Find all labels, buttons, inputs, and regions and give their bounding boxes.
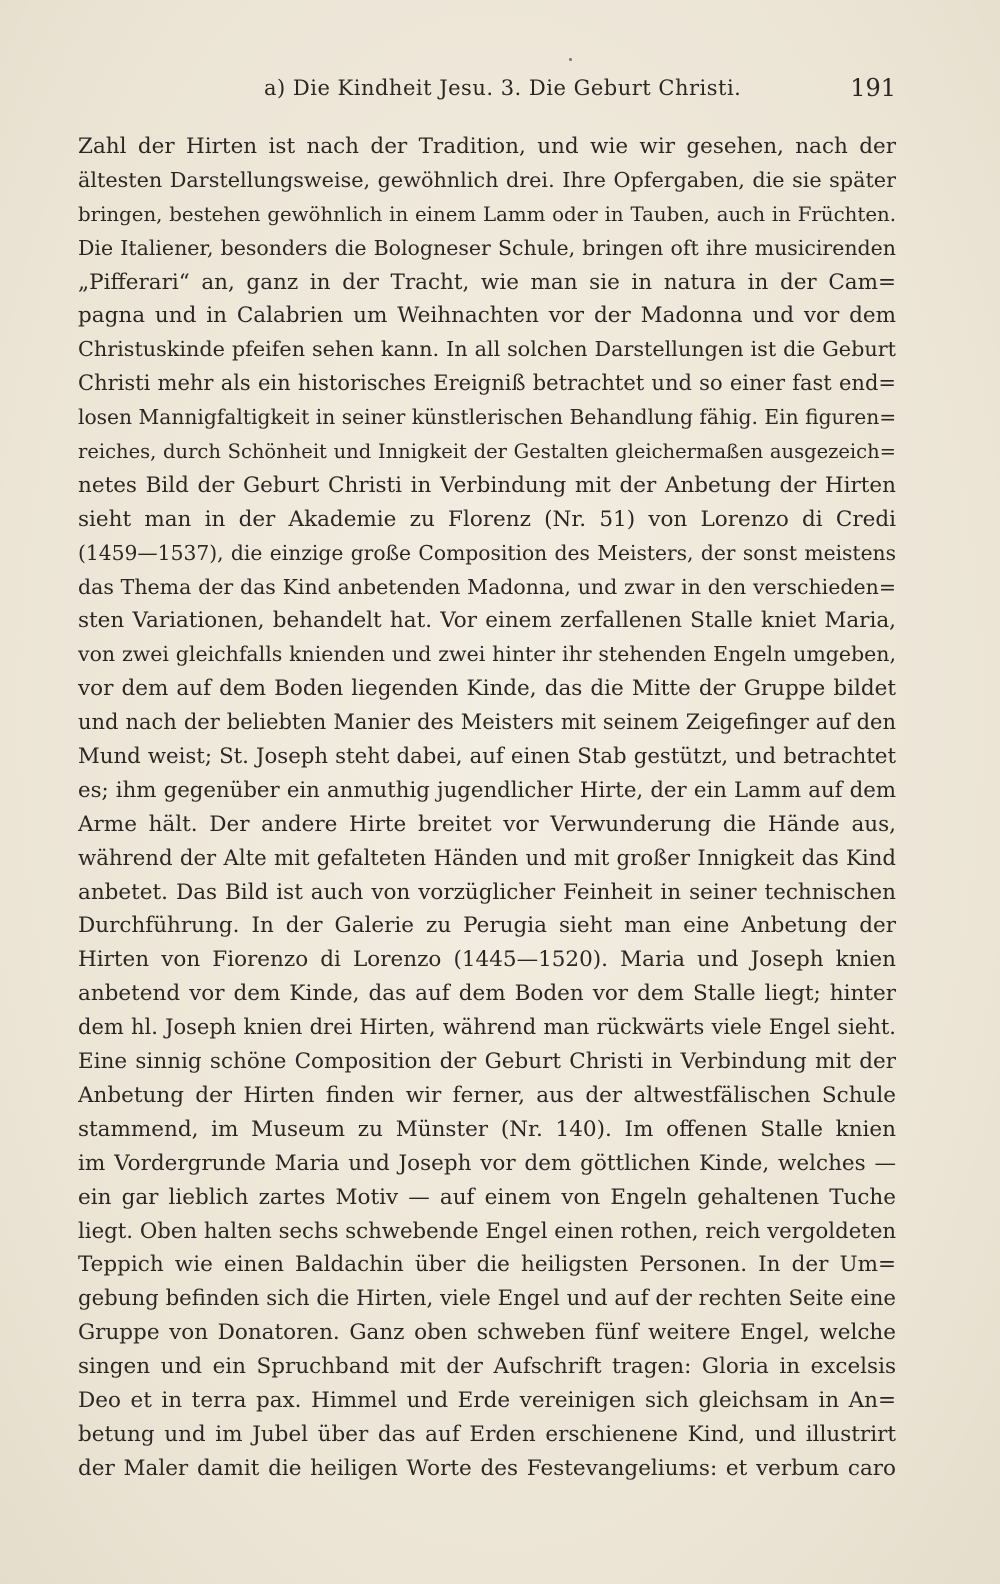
text-line: Eine sinnig schöne Composition der Geburt Christi in Verbindung mit der: [78, 1049, 896, 1075]
speck-mark: [569, 58, 572, 61]
text-line: das Thema der das Kind anbetenden Madonna, und zwar in den verschieden=: [78, 574, 896, 599]
text-line: bringen, bestehen gewöhnlich in einem Lamm oder in Tauben, auch in Früchten.: [78, 202, 896, 226]
page-number: 191: [850, 74, 896, 102]
text-line: Gruppe von Donatoren. Ganz oben schweben fünf weitere Engel, welche: [78, 1320, 896, 1346]
text-line: ein gar lieblich zartes Motiv — auf einem von Engeln gehaltenen Tuche: [78, 1184, 896, 1210]
text-line: betung und im Jubel über das auf Erden erschienene Kind, und illustrirt: [78, 1421, 896, 1447]
text-line: Anbetung der Hirten finden wir ferner, aus der altwestfälischen Schule: [78, 1082, 896, 1108]
text-line: anbetend vor dem Kinde, das auf dem Boden vor dem Stalle liegt; hinter: [78, 981, 896, 1007]
text-line: Christi mehr als ein historisches Ereigniß betrachtet und so einer fast end=: [78, 371, 896, 396]
text-line: vor dem auf dem Boden liegenden Kinde, das die Mitte der Gruppe bildet: [78, 676, 896, 702]
running-head: [78, 72, 896, 106]
text-line: Durchführung. In der Galerie zu Perugia sieht man eine Anbetung der: [78, 913, 896, 939]
text-line: Christuskinde pfeifen sehen kann. In all solchen Darstellungen ist die Geburt: [78, 337, 896, 362]
text-line: liegt. Oben halten sechs schwebende Engel einen rothen, reich vergoldeten: [78, 1218, 896, 1244]
running-title: a) Die Kindheit Jesu. 3. Die Geburt Christi.: [264, 76, 742, 100]
body-text: [78, 130, 896, 1486]
text-line: anbetet. Das Bild ist auch von vorzüglicher Feinheit in seiner technischen: [78, 879, 896, 905]
text-line: reiches, durch Schönheit und Innigkeit der Gestalten gleichermaßen ausgezeich=: [78, 440, 896, 464]
text-line: singen und ein Spruchband mit der Aufschrift tragen: Gloria in excelsis: [78, 1354, 896, 1380]
text-line: sten Variationen, behandelt hat. Vor einem zerfallenen Stalle kniet Maria,: [78, 608, 896, 634]
text-line: Arme hält. Der andere Hirte breitet vor Verwunderung die Hände aus,: [78, 811, 896, 837]
text-line: dem hl. Joseph knien drei Hirten, während man rückwärts viele Engel sieht.: [78, 1015, 896, 1040]
text-line: der Maler damit die heiligen Worte des Festevangeliums: et verbum caro: [78, 1455, 896, 1481]
text-line: losen Mannigfaltigkeit in seiner künstlerischen Behandlung fähig. Ein figuren=: [78, 405, 896, 430]
text-line: es; ihm gegenüber ein anmuthig jugendlicher Hirte, der ein Lamm auf dem: [78, 777, 896, 803]
text-line: von zwei gleichfalls knienden und zwei hinter ihr stehenden Engeln umgeben,: [78, 642, 896, 667]
text-line: Deo et in terra pax. Himmel und Erde vereinigen sich gleichsam in An=: [78, 1387, 896, 1413]
text-line: sieht man in der Akademie zu Florenz (Nr. 51) von Lorenzo di Credi: [78, 506, 896, 532]
text-line: Die Italiener, besonders die Bologneser Schule, bringen oft ihre musicirenden: [78, 235, 896, 260]
text-line: Mund weist; St. Joseph steht dabei, auf einen Stab gestützt, und betrachtet: [78, 744, 896, 770]
text-line: Hirten von Fiorenzo di Lorenzo (1445—1520). Maria und Joseph knien: [78, 947, 896, 973]
text-line: (1459—1537), die einzige große Composition des Meisters, der sonst meistens: [78, 540, 896, 565]
text-line: während der Alte mit gefalteten Händen und mit großer Innigkeit das Kind: [78, 845, 896, 871]
text-line: ältesten Darstellungsweise, gewöhnlich drei. Ihre Opfergaben, die sie später: [78, 167, 896, 192]
text-line: stammend, im Museum zu Münster (Nr. 140). Im offenen Stalle knien: [78, 1116, 896, 1142]
text-line: netes Bild der Geburt Christi in Verbindung mit der Anbetung der Hirten: [78, 472, 896, 498]
text-line: Teppich wie einen Baldachin über die heiligsten Personen. In der Um=: [78, 1252, 896, 1278]
text-line: pagna und in Calabrien um Weihnachten vor der Madonna und vor dem: [78, 303, 896, 329]
text-line: und nach der beliebten Manier des Meisters mit seinem Zeigefinger auf den: [78, 710, 896, 735]
text-line: im Vordergrunde Maria und Joseph vor dem göttlichen Kinde, welches —: [78, 1150, 896, 1176]
text-line: Zahl der Hirten ist nach der Tradition, und wie wir gesehen, nach der: [78, 134, 896, 159]
text-line: gebung befinden sich die Hirten, viele Engel und auf der rechten Seite eine: [78, 1286, 896, 1312]
text-line: „Pifferari“ an, ganz in der Tracht, wie man sie in natura in der Cam=: [78, 269, 896, 295]
